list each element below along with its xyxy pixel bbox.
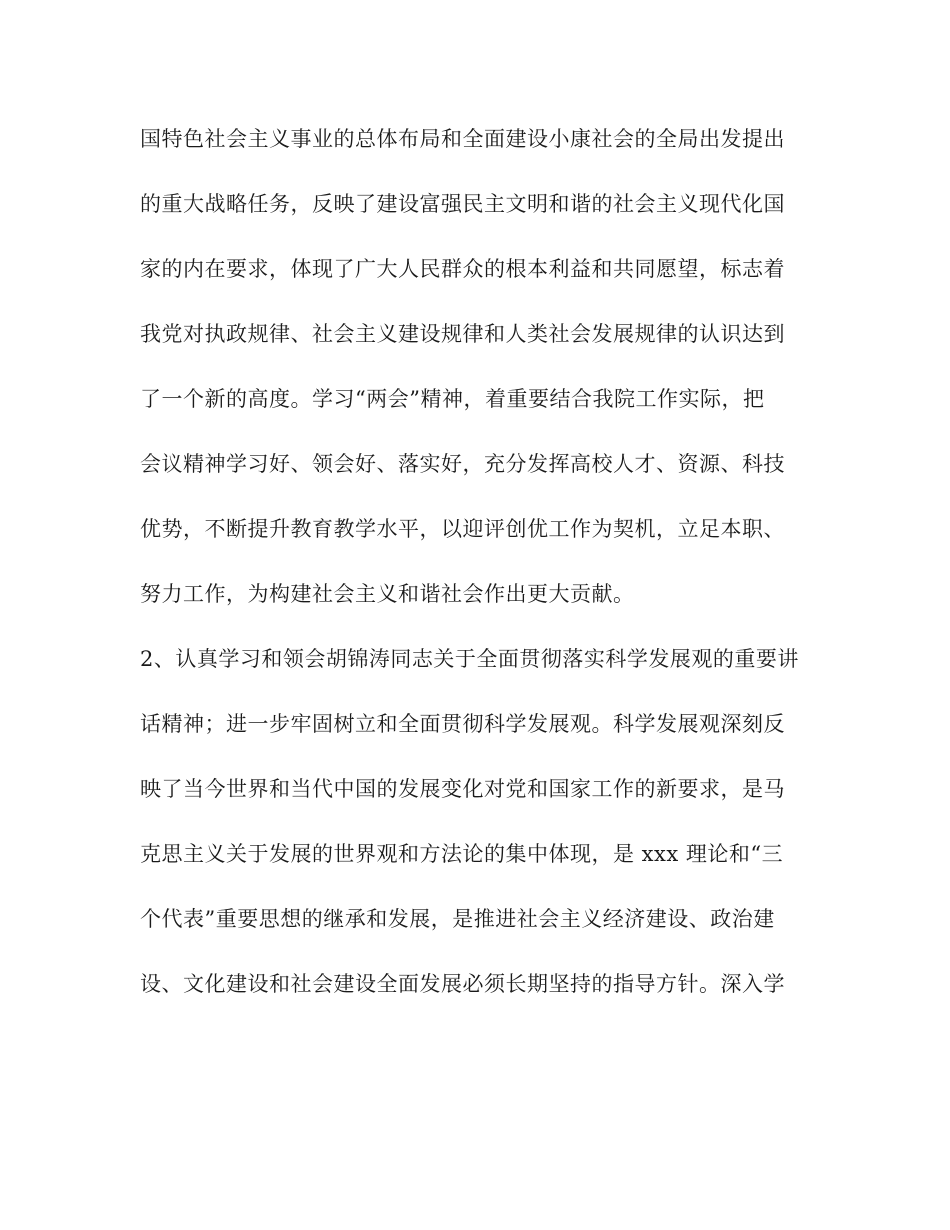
text-line: 了一个新的高度。学习“两会”精神，着重要结合我院工作实际，把 bbox=[140, 387, 765, 411]
text-line: 个代表”重要思想的继承和发展，是推进社会主义经济建设、政治建 bbox=[140, 907, 775, 931]
text-line: 克思主义关于发展的世界观和方法论的集中体现，是 xxx 理论和“三 bbox=[140, 842, 784, 866]
text-line: 2、认真学习和领会胡锦涛同志关于全面贯彻落实科学发展观的重要讲 bbox=[140, 647, 799, 671]
text-line: 会议精神学习好、领会好、落实好，充分发挥高校人才、资源、科技 bbox=[140, 452, 785, 476]
body-text bbox=[140, 118, 820, 1028]
text-line: 话精神；进一步牢固树立和全面贯彻科学发展观。科学发展观深刻反 bbox=[140, 712, 785, 736]
text-line: 映了当今世界和当代中国的发展变化对党和国家工作的新要求，是马 bbox=[140, 777, 785, 801]
text-line: 的重大战略任务，反映了建设富强民主文明和谐的社会主义现代化国 bbox=[140, 192, 785, 216]
text-line: 设、文化建设和社会建设全面发展必须长期坚持的指导方针。深入学 bbox=[140, 972, 785, 996]
text-line: 努力工作，为构建社会主义和谐社会作出更大贡献。 bbox=[140, 582, 635, 606]
text-line: 国特色社会主义事业的总体布局和全面建设小康社会的全局出发提出 bbox=[140, 127, 785, 151]
text-line: 我党对执政规律、社会主义建设规律和人类社会发展规律的认识达到 bbox=[140, 322, 785, 346]
text-line: 家的内在要求，体现了广大人民群众的根本利益和共同愿望，标志着 bbox=[140, 257, 785, 281]
text-line: 优势，不断提升教育教学水平，以迎评创优工作为契机，立足本职、 bbox=[140, 517, 785, 541]
